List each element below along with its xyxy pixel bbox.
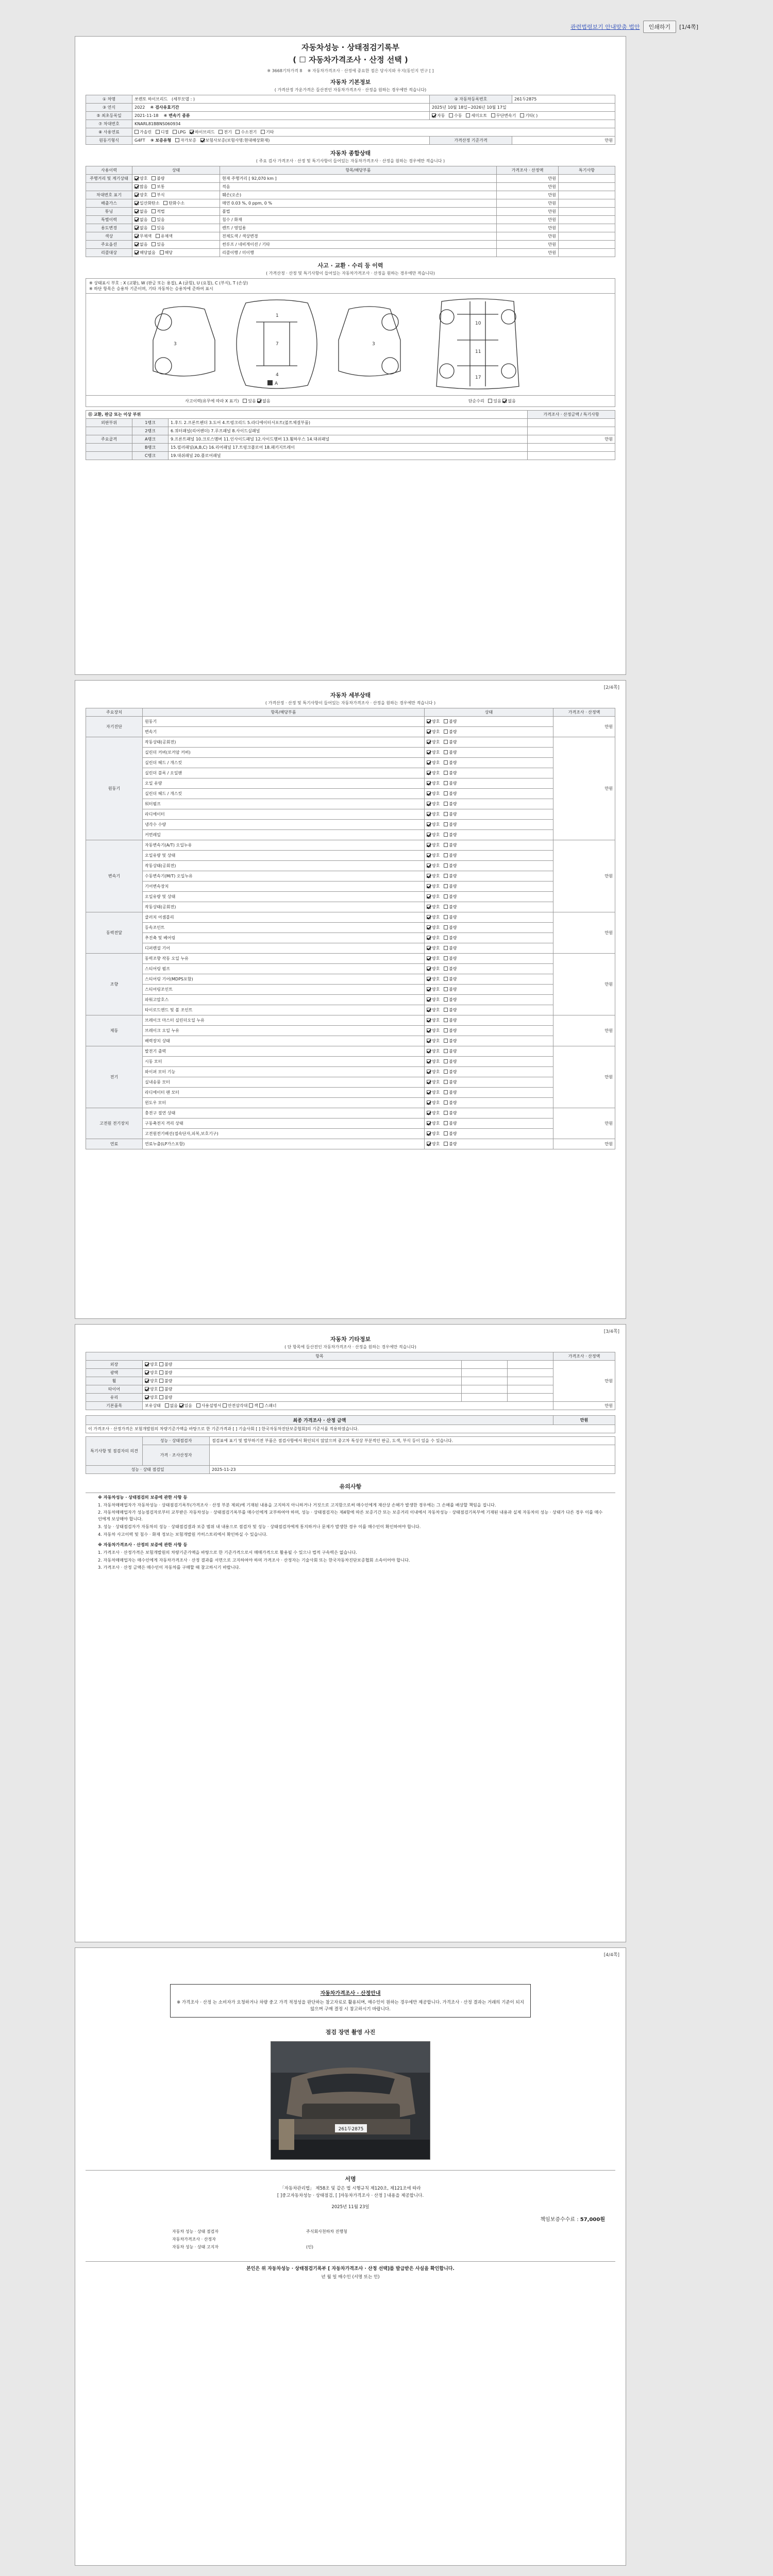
detail-table: 주요장치 항목/해당부품 상태 가격조사 · 산정액 자기진단 원동기 양호 불량 만원 변속기 양호 불량 원동기 작동상태(공회전) 양호 불량 만원 실린더 커버(로커암 커버) 양호 불량 실린더 헤드 / 개스킷 양호 불량 실린더 블록 / 오일팬 양호 불량 오일 유량 양호 불량 실린더 헤드 / 개스킷 양호 불량 워터펌프 양호 불량 라디에이터 양호 불량 냉각수 수량 양호 불량 커먼레일 양호 불량 변속기 자동변속기(A/T) 오일누유 양호 불량 만원 오일유량 및 상태 양호 불량 작동상태(공회전) 양호 불량 수동변속기(M/T) 오일누유 양호 불량 기어변속장치 양호 불량 오일유량 및 상태 양호 불량 작동상태(공회전) 양호 불량 동력전달 클러치 어셈블리 양호 불량 만원 등속조인트 양호 불량 추진축 및 베어링 양호 불량 디퍼렌셜 기어 양호 불량 조향 동력조향 작동 오일 누유 양호 불량 만원 스티어링 펌프 양호 불량 스티어링 기어(MDPS포함) 양호 불량 스티어링조인트 양호 불량 파워고압호스 양호 불량 타이로드엔드 및 볼 조인트 양호 불량 제동 브레이크 마스터 실린더오일 누유 양호 불량 만원 브레이크 오일 누유 양호 불량 배력장치 상태 양호 불량 전기 발전기 출력 양호 불량 만원 시동 모터 양호 불량 와이퍼 모터 기능 양호 불량 실내송풍 모터 양호 불량 라디에이터 팬 모터 양호 불량 윈도우 모터 양호 불량 고전원 전기장치 충전구 절연 상태 양호 불량 만원 구동축전지 격리 상태 양호 불량 고전원전기배선(접속단자,피복,보호기구) 양호 불량 연료 연료누출(LP가스포함) 양호 불량 만원 bbox=[86, 708, 615, 1149]
detail-row: 배력장치 상태 양호 불량 bbox=[86, 1036, 615, 1046]
basic-info-table: ① 차명 쏘렌토 하이브리드 (세부모델 : ) ② 자동차등록번호 261두2875 ③ 연식 2022 ④ 검사유효기간 2025년 10월 18일~2026년 10월 17일 ⑤ 최초등록일 2021-11-18 ⑥ 변속기 종류 자동 수동 세미오토 무단변속기 기타( ) ⑦ 차대번호 KNARL81BBNS060934 ⑧ 사용연료 가솔린 디젤 LPG 하이브리드 전기 수소전기 기타 원동기형식 G4FT ⑨ 보증유형 자가보증 보험사보증(보험사명:현대해상화재) 가격산정 기준가격 만원 bbox=[86, 95, 615, 145]
detail-row: 냉각수 수량 양호 불량 bbox=[86, 820, 615, 830]
detail-sub: ( 가격산정 · 산정 및 특기사항이 들어있는 자동차가격조사 · 산정을 원하는 경우에만 적습니다 ) bbox=[265, 701, 436, 705]
condition-row: 차대번호 표기 양호 부식 훼손(오손) 만원 bbox=[86, 191, 615, 199]
signer-row: 자동차가격조사 · 산정자 bbox=[172, 2236, 216, 2242]
exchange-row: 주요골격 A랭크 9.프론트패널 10.크로스멤버 11.인사이드패널 12.사이드멤버 13.휠하우스 14.대쉬패널 만원 bbox=[86, 435, 615, 444]
detail-row: 동력전달 클러치 어셈블리 양호 불량 만원 bbox=[86, 912, 615, 923]
exchange-table: ⑪ 교환, 판금 또는 이상 부위 가격조사 · 산정금액 / 특기사항 외판부위 1랭크 1.후드 2.프론트펜더 3.도어 4.트렁크리드 5.라디에이터서포트(볼트체결부품) 2랭크 6.쿼터패널(리어펜더) 7.루프패널 8.사이드실패널 주요골격 A랭크 9.프론트패널 10.크로스멤버 11.인사이드패널 12.사이드멤버 13.휠하우스 14.대쉬패널 만원 B랭크 15.필러패널(A,B,C) 16.리어패널 17.트렁크플로어 18.패키지트레이 C랭크 19.대쉬패널 20.플로어패널 bbox=[86, 410, 615, 460]
svg-text:3: 3 bbox=[174, 342, 177, 347]
detail-row: 오일 유량 양호 불량 bbox=[86, 778, 615, 789]
page-number: [3/4쪽] bbox=[603, 1329, 619, 1334]
svg-text:1: 1 bbox=[276, 313, 279, 318]
basic-info-title: 자동차 기본정보 bbox=[330, 79, 371, 86]
signer-row: 자동차 성능 · 상태 고지자 (인) bbox=[172, 2244, 313, 2249]
signers-table bbox=[170, 2228, 531, 2251]
detail-row: 시동 모터 양호 불량 bbox=[86, 1057, 615, 1067]
svg-text:7: 7 bbox=[276, 342, 279, 347]
svg-text:11: 11 bbox=[475, 349, 481, 354]
condition-row: 많음 보통 적음 만원 bbox=[86, 183, 615, 191]
fuel-options: 가솔린 디젤 LPG 하이브리드 전기 수소전기 기타 bbox=[132, 128, 615, 137]
condition-row: 주요옵션 없음 있음 썬루프 / 네비게이션 / 기타 만원 bbox=[86, 241, 615, 249]
signer-row: 자동차 성능 · 상태 점검자 주식회사천하차 진행청 bbox=[172, 2229, 347, 2234]
detail-row: 추진축 및 베어링 양호 불량 bbox=[86, 933, 615, 943]
car-diagram bbox=[86, 294, 615, 407]
notes-title: 유의사항 bbox=[339, 1483, 362, 1490]
detail-row: 브레이크 오일 누유 양호 불량 bbox=[86, 1026, 615, 1036]
other-title: 자동차 기타정보 bbox=[330, 1336, 371, 1343]
svg-text:10: 10 bbox=[475, 321, 481, 326]
sign-title: 서명 bbox=[345, 2175, 356, 2182]
sign-date: 2025년 11월 23일 bbox=[331, 2204, 369, 2210]
page-number: [4/4쪽] bbox=[603, 1953, 619, 1958]
detail-row: 수동변속기(M/T) 오일누유 양호 불량 bbox=[86, 871, 615, 882]
license-plate: 261두2875 bbox=[338, 2126, 364, 2132]
detail-row: 라디에이터 팬 모터 양호 불량 bbox=[86, 1088, 615, 1098]
svg-text:A: A bbox=[275, 381, 278, 386]
basic-items: 보유상태 없음 있음 사용설명서 안전삼각대 잭 스패너 bbox=[143, 1402, 553, 1410]
price-notice-box: 자동차가격조사 · 산정안내 ※ 가격조사 · 산정 는 소비자가 요청하거나 차량 중고 가격 적정성을 판단하는 참고자료로 활용되며, 매수인이 원하는 경우에만 제공합니다. 가격조사 · 산정 결과는 거래의 기준이 되지 않으며 구매 결정 시 참고하시기 바랍니다. bbox=[170, 1984, 531, 2018]
condition-title: 자동차 종합상태 bbox=[330, 150, 371, 157]
detail-row: 스티어링 기어(MDPS포함) 양호 불량 bbox=[86, 974, 615, 985]
page-count: [1/4쪽] bbox=[679, 24, 698, 30]
detail-row: 기어변속장치 양호 불량 bbox=[86, 882, 615, 892]
other-table: 항목 가격조사 · 산정액 외장 양호 불량 만원 광택 양호 불량 휠 양호 불량 타이어 양호 불량 유리 양호 불량 기본품목 보유상태 없음 있음 사용설명서 안전삼각대 잭 스패너 만원 bbox=[86, 1352, 615, 1410]
sign-sentence-1: 「자동차관리법」 제58조 및 같은 법 시행규칙 제120조, 제121조에 따라 bbox=[280, 2185, 421, 2191]
final-price-table: 최종 가격조사 · 산정 금액 만원 이 가격조사 · 산정가격은 보험개발원의 차량기준가액을 바탕으로 한 기준가격과 [ ] 기술사회 [ ] 한국자동차진단보증협회]의 기준서를 적용하였습니다. bbox=[86, 1415, 615, 1433]
detail-row: 파워고압호스 양호 불량 bbox=[86, 995, 615, 1005]
detail-row: 등속조인트 양호 불량 bbox=[86, 923, 615, 933]
detail-row: 윈도우 모터 양호 불량 bbox=[86, 1098, 615, 1108]
other-row: 휠 양호 불량 bbox=[86, 1377, 615, 1385]
detail-row: 실린더 헤드 / 개스킷 양호 불량 bbox=[86, 758, 615, 768]
condition-table: 사용이력 상태 항목/해당부품 가격조사 · 산정액 특기사항 주행거리 및 계기상태 양호 불량 현재 주행거리 [ 92,070 km ] 만원 많음 보통 적음 만원 차대번호 표기 양호 부식 훼손(오손) 만원 배출가스 일산화탄소 탄화수소 매연 0.03 %, 0 ppm, 0 % 만원 튜닝 없음 적법 불법 만원 특별이력 없음 있음 침수 / 화재 만원 용도변경 없음 있음 렌트 / 영업용 만원 색상 무채색 유채색 전체도색 / 색상변경 만원 주요옵션 없음 있음 썬루프 / 네비게이션 / 기타 만원 리콜대상 해당없음 해당 리콜이행 / 미이행 만원 bbox=[86, 166, 615, 257]
detail-row: 오일유량 및 상태 양호 불량 bbox=[86, 892, 615, 902]
page-1 bbox=[75, 36, 626, 675]
detail-row: 작동상태(공회전) 양호 불량 bbox=[86, 902, 615, 912]
detail-row: 연료 연료누출(LP가스포함) 양호 불량 만원 bbox=[86, 1139, 615, 1149]
doc-subtitle: ( ☐ 자동차가격조사 · 산정 선택 ) bbox=[293, 55, 408, 64]
condition-row: 용도변경 없음 있음 렌트 / 영업용 만원 bbox=[86, 224, 615, 232]
other-row: 외장 양호 불량 만원 bbox=[86, 1361, 615, 1369]
doc-subline: ※ 3668기차가격 8 ※ 자동차가격조사 · 산정에 중요한 점은 당사지와 우지(동인지 연구 [ ] bbox=[267, 69, 434, 73]
car-outline-diagram bbox=[86, 294, 617, 395]
basic-info-sub: ( 가격산정 가운가격은 들산전인 자동차가격조사 · 산정을 원하는 경우에만 적습니다) bbox=[274, 88, 427, 92]
condition-row: 리콜대상 해당없음 해당 리콜이행 / 미이행 만원 bbox=[86, 249, 615, 257]
page-2 bbox=[75, 680, 626, 1319]
exchange-row: 2랭크 6.쿼터패널(리어펜더) 7.루프패널 8.사이드실패널 bbox=[86, 427, 615, 435]
doc-title: 자동차성능 · 상태점검기록부 bbox=[301, 43, 400, 52]
accident-note-2: ※ 하단 항목은 승용차 기준이며, 기타 자동차는 승용차에 준하여 표시 bbox=[89, 286, 213, 291]
notes-section-1: ※ 자동차성능 · 상태점검의 보증에 관한 사항 등 1. 자동차매매업자가 자동차성능 · 상태점검기록부(가격조사 · 산정 부분 제외)에 기재된 내용을 고지하지 아니하거나 거짓으로 고지함으로써 매수인에게 재산상 손해가 발생한 경우에는 그 손해를 배상할 책임을 집니다. 2. 자동차매매업자가 성능점검자로부터 교부받은 자동차성능 · 상태점검기록부를 매수인에게 교부하여야 하며, 성능 · 상태점검자는 제4항에 따른 보증기간 또는 보증거리 이내에서 자동차성능 · 상태점검기록부에 기재된 내용과 실제 자동차의 성능 · 상태가 다른 경우 이를 매수인에게 보상해야 합니다. 3. 성능 · 상태점검자가 자동차의 성능 · 상태점검결과 보증 범위 내 내용으로 점검자 및 성능 · 상태점검자에게 통지하거나 문제가 발생한 경우 이를 매수인이 확인하여야 합니다. 4. 자동차 사고이력 및 침수 · 화재 정보는 보험개발원 카히스토리에서 확인하실 수 있습니다. bbox=[98, 1495, 603, 1537]
detail-row: 타이로드엔드 및 볼 조인트 양호 불량 bbox=[86, 1005, 615, 1015]
sign-sentence-2: [ ]중고자동차성능 · 상태점검, [ ]자동차가격조사 · 산정 ] 내용을 제공합니다. bbox=[277, 2193, 424, 2198]
special-notes-table: 특기사항 및 점검자의 의견 성능 · 상태점검자 점검표에 표기 및 발부하기전 부품은 점검사항에서 확인되지 않았으며 중고차 특성상 부분적인 판금, 도색, 부식 등이 있을 수 있습니다. 가격 · 조사산정자 성능 · 상태 점검일 2025-11-23 bbox=[86, 1436, 615, 1474]
detail-row: 커먼레일 양호 불량 bbox=[86, 830, 615, 840]
detail-row: 실내송풍 모터 양호 불량 bbox=[86, 1077, 615, 1088]
fee-line: 책임보증수수료 : 57,000원 bbox=[540, 2216, 605, 2223]
detail-row: 스티어링조인트 양호 불량 bbox=[86, 985, 615, 995]
exchange-row: C랭크 19.대쉬패널 20.플로어패널 bbox=[86, 452, 615, 460]
detail-row: 라디에이터 양호 불량 bbox=[86, 809, 615, 820]
footer-sign: 년 월 일 매수인 (서명 또는 인) bbox=[321, 2274, 380, 2280]
accident-legend: 사고이력(유무에 따라 X 표기) 있음 없음 단순수리 있음 없음 bbox=[86, 395, 615, 406]
topbar bbox=[570, 21, 698, 33]
detail-row: 변속기 자동변속기(A/T) 오일누유 양호 불량 만원 bbox=[86, 840, 615, 851]
condition-row: 튜닝 없음 적법 불법 만원 bbox=[86, 208, 615, 216]
accident-note-1: ※ 상태표시 부호 : X (교환), W (판금 또는 용접), A (긁힘), U (요철), C (부식), T (손상) bbox=[89, 281, 248, 285]
detail-title: 자동차 세부상태 bbox=[330, 692, 371, 699]
detail-row: 워터펌프 양호 불량 bbox=[86, 799, 615, 809]
other-sub: ( 단 항목에 들산전인 자동차가격조사 · 산정을 원하는 경우에만 적습니다) bbox=[284, 1345, 416, 1349]
detail-row: 고전원전기배선(접속단자,피복,보호기구) 양호 불량 bbox=[86, 1129, 615, 1139]
detail-row: 와이퍼 모터 기능 양호 불량 bbox=[86, 1067, 615, 1077]
page-number: [2/4쪽] bbox=[603, 685, 619, 690]
detail-row: 실린더 커버(로커암 커버) 양호 불량 bbox=[86, 748, 615, 758]
other-row: 유리 양호 불량 bbox=[86, 1394, 615, 1402]
detail-row: 구동축전지 격리 상태 양호 불량 bbox=[86, 1118, 615, 1129]
detail-row: 자기진단 원동기 양호 불량 만원 bbox=[86, 717, 615, 727]
accident-title: 사고 · 교환 · 수리 등 이력 bbox=[317, 262, 383, 269]
other-row: 광택 양호 불량 bbox=[86, 1369, 615, 1377]
photo-title: 점검 장면 촬영 사진 bbox=[325, 2028, 376, 2036]
notes-section-2: ※ 자동차가격조사 · 산정의 보증에 관한 사항 등 1. 가격조사 · 산정가격은 보험개발원의 차량기준가액을 바탕으로 한 기준가격으로서 매매가격으로 활용될 수 있으나 법적 구속력은 없습니다. 2. 자동차매매업자는 매수인에게 자동차가격조사 · 산정 결과를 서면으로 고지하여야 하며 가격조사 · 산정자는 기술사회 또는 한국자동차진단보증협회 소속이어야 합니다. 3. 가격조사 · 산정 금액은 매수인이 자동차를 구매할 때 참고하시기 바랍니다. bbox=[98, 1542, 410, 1570]
detail-row: 원동기 작동상태(공회전) 양호 불량 만원 bbox=[86, 737, 615, 748]
condition-row: 특별이력 없음 있음 침수 / 화재 만원 bbox=[86, 216, 615, 224]
detail-row: 스티어링 펌프 양호 불량 bbox=[86, 964, 615, 974]
condition-sub: ( 주요 검사 가격조사 · 산정 및 특기사항이 들어있는 자동차가격조사 · 산정을 원하는 경우에만 적습니다 ) bbox=[256, 159, 445, 163]
exchange-row: B랭크 15.필러패널(A,B,C) 16.리어패널 17.트렁크플로어 18.패키지트레이 bbox=[86, 444, 615, 452]
law-link[interactable]: 관련법령보기 안내맞춤 법안 bbox=[570, 24, 640, 30]
other-row: 타이어 양호 불량 bbox=[86, 1385, 615, 1394]
detail-row: 변속기 양호 불량 bbox=[86, 727, 615, 737]
condition-row: 색상 무채색 유채색 전체도색 / 색상변경 만원 bbox=[86, 232, 615, 241]
svg-text:3: 3 bbox=[372, 342, 375, 347]
detail-row: 조향 동력조향 작동 오일 누유 양호 불량 만원 bbox=[86, 954, 615, 964]
detail-row: 작동상태(공회전) 양호 불량 bbox=[86, 861, 615, 871]
detail-row: 실린더 블록 / 오일팬 양호 불량 bbox=[86, 768, 615, 778]
accident-sub: ( 가격산정 · 산정 및 특기사항이 들어있는 자동차가격조사 · 산정을 원하는 경우에만 적습니다) bbox=[266, 271, 435, 276]
transmission-options: 자동 수동 세미오토 무단변속기 기타( ) bbox=[430, 112, 615, 120]
detail-row: 고전원 전기장치 충전구 절연 상태 양호 불량 만원 bbox=[86, 1108, 615, 1118]
condition-row: 배출가스 일산화탄소 탄화수소 매연 0.03 %, 0 ppm, 0 % 만원 bbox=[86, 199, 615, 208]
exchange-row: 외판부위 1랭크 1.후드 2.프론트펜더 3.도어 4.트렁크리드 5.라디에이터서포트(볼트체결부품) bbox=[86, 419, 615, 427]
detail-row: 전기 발전기 출력 양호 불량 만원 bbox=[86, 1046, 615, 1057]
detail-row: 제동 브레이크 마스터 실린더오일 누유 양호 불량 만원 bbox=[86, 1015, 615, 1026]
detail-row: 디퍼렌셜 기어 양호 불량 bbox=[86, 943, 615, 954]
page-4 bbox=[75, 1947, 626, 2566]
detail-row: 오일유량 및 상태 양호 불량 bbox=[86, 851, 615, 861]
page-3 bbox=[75, 1324, 626, 1942]
detail-row: 실린더 헤드 / 개스킷 양호 불량 bbox=[86, 789, 615, 799]
svg-text:4: 4 bbox=[276, 372, 279, 378]
print-button[interactable]: 인쇄하기 bbox=[643, 21, 677, 33]
condition-row: 주행거리 및 계기상태 양호 불량 현재 주행거리 [ 92,070 km ] 만원 bbox=[86, 175, 615, 183]
svg-text:17: 17 bbox=[475, 375, 481, 380]
footer-confirm: 본인은 위 자동차성능 · 상태점검기록부 [ 자동차가격조사 · 산정 선택]를 발급받은 사실을 확인합니다. bbox=[246, 2266, 455, 2272]
inspection-photo bbox=[271, 2041, 430, 2160]
